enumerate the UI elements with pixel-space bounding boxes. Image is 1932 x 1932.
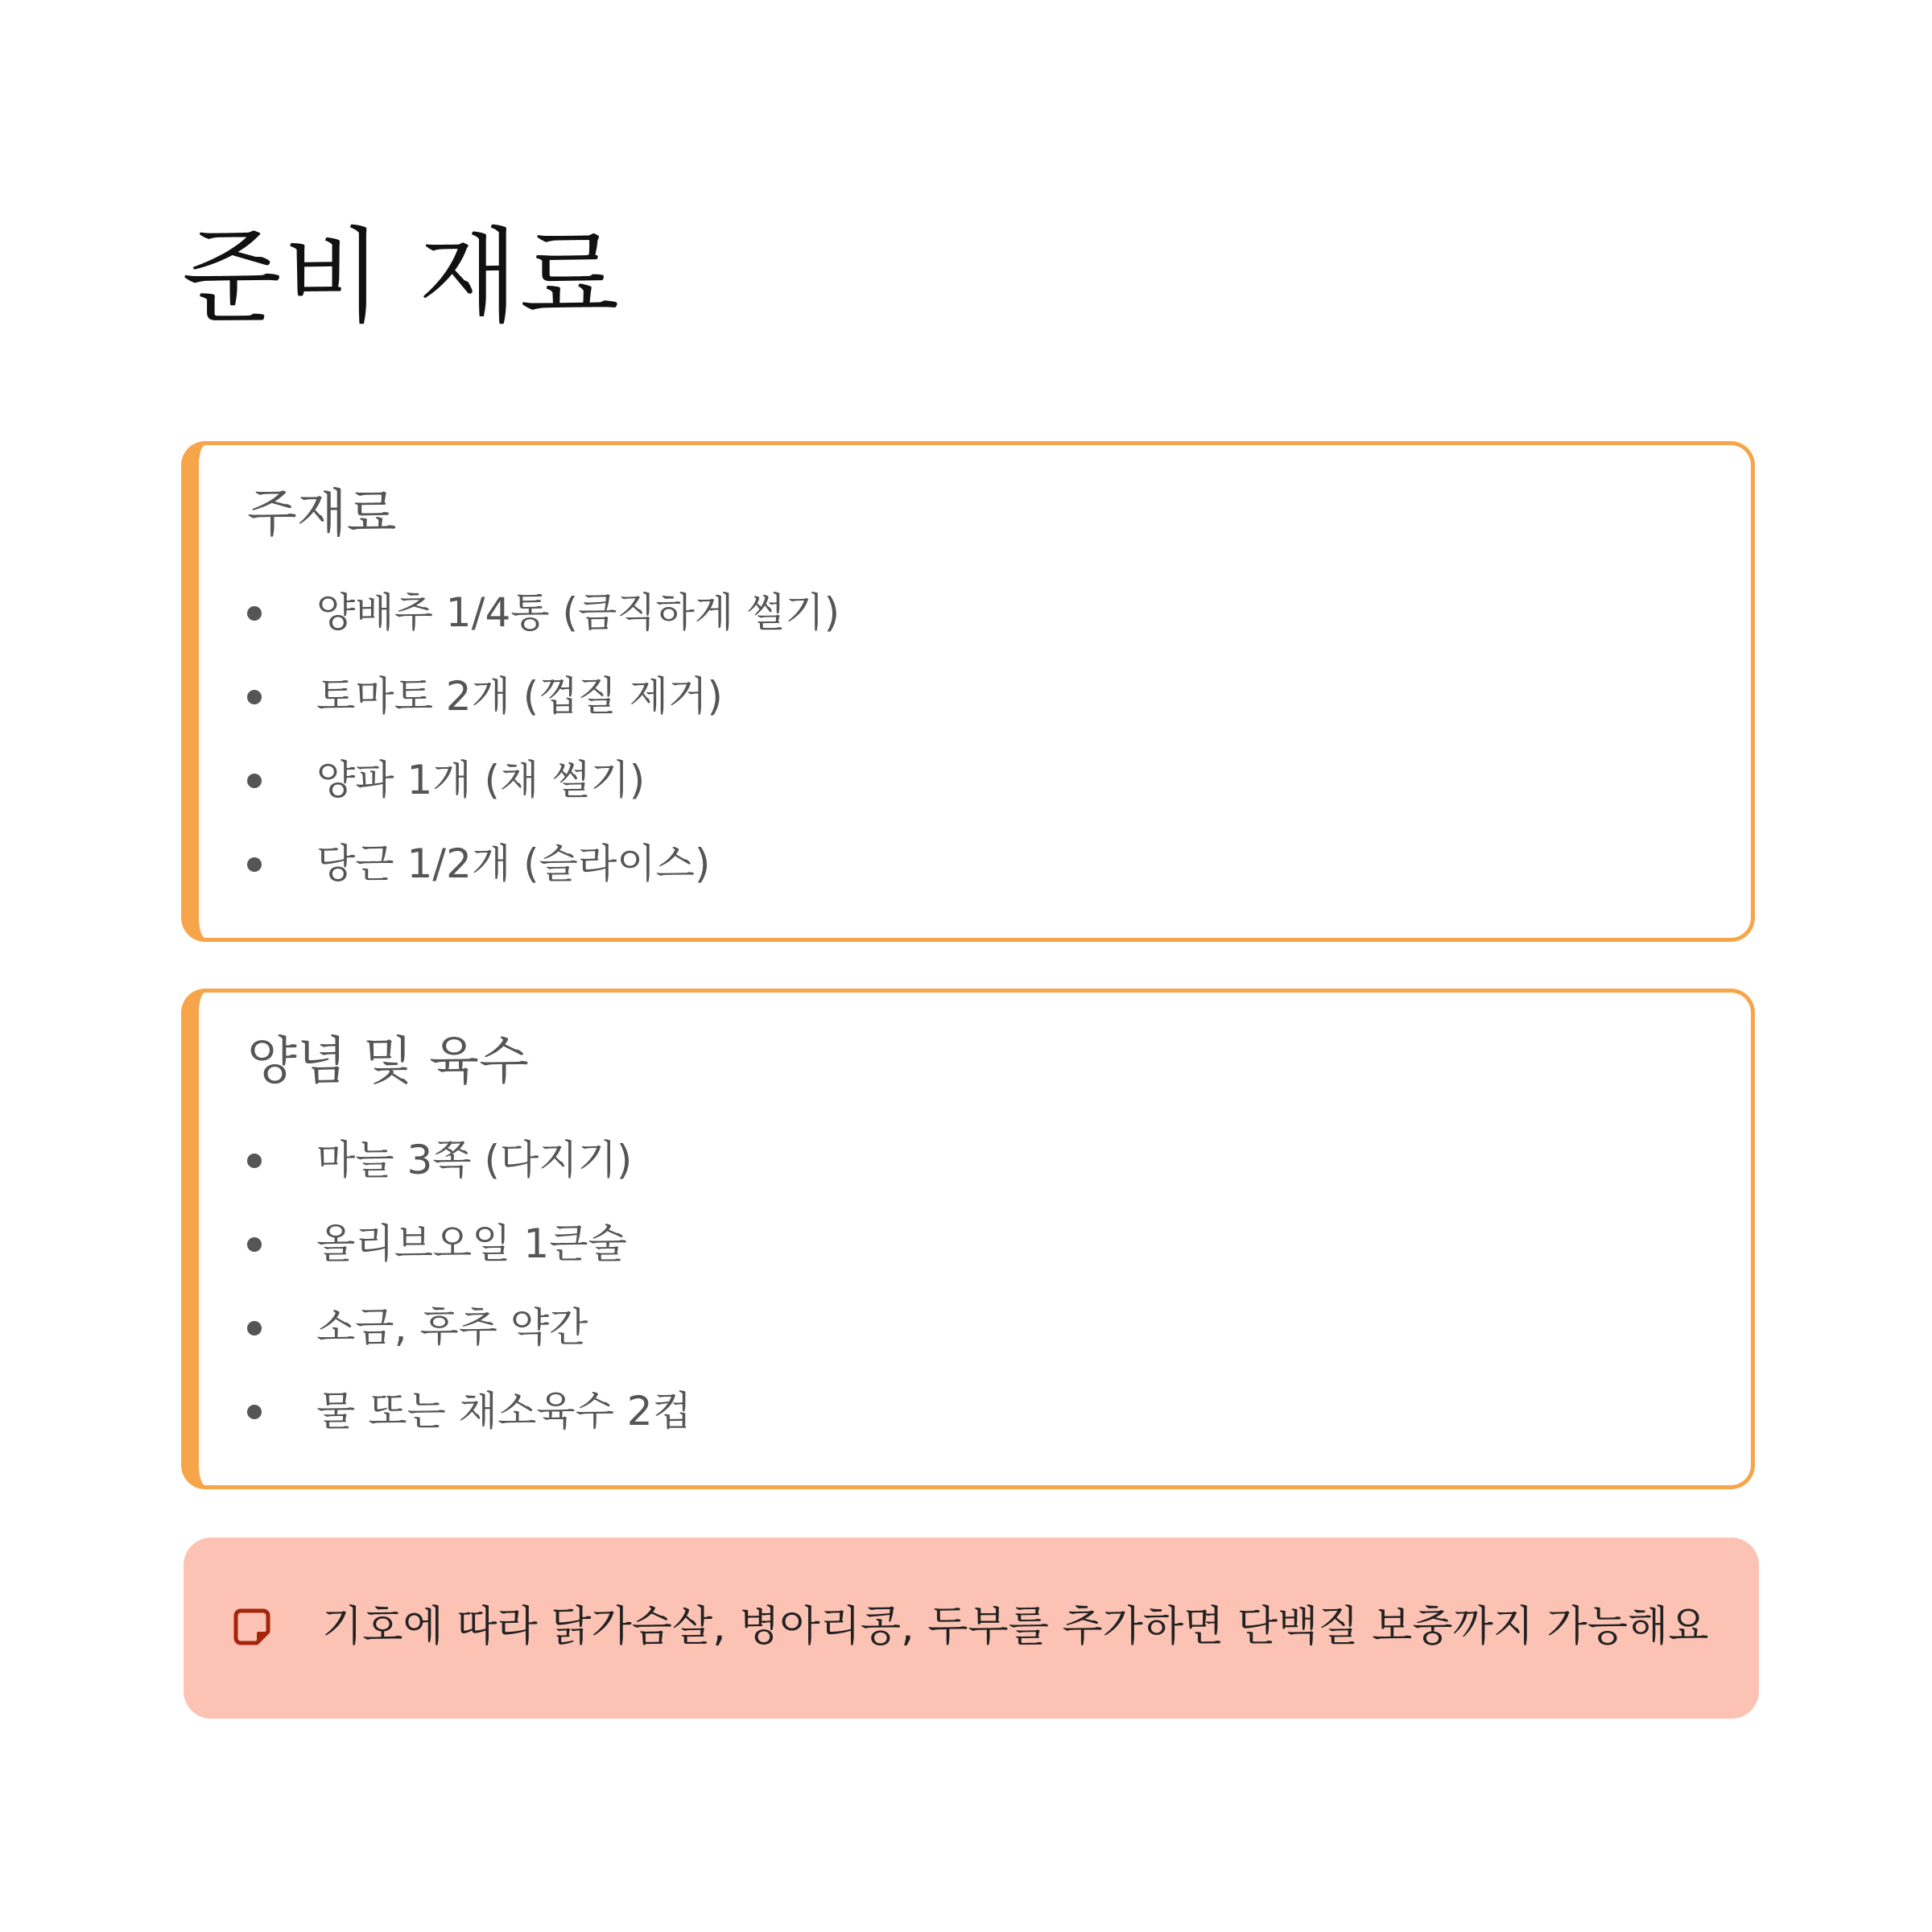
list-item (247, 1218, 691, 1302)
bullet-icon (247, 690, 262, 704)
main-ingredients-title: 주재료 (247, 485, 397, 544)
bullet-icon (247, 1405, 262, 1419)
list-item (247, 1134, 691, 1218)
list-item-text: 소금, 후추 약간 (316, 1304, 588, 1351)
seasoning-card (181, 989, 1755, 1489)
bullet-icon (247, 1154, 262, 1168)
bullet-icon (247, 774, 262, 788)
bullet-icon (247, 1237, 262, 1252)
list-item-text: 양배추 1/4통 (큼직하게 썰기) (316, 589, 840, 636)
list-item (247, 1302, 691, 1385)
seasoning-title: 양념 및 육수 (247, 1032, 529, 1092)
seasoning-list (247, 1134, 691, 1469)
page-title: 준비 재료 (182, 217, 621, 337)
list-item-text: 올리브오일 1큰술 (316, 1220, 627, 1267)
list-item (247, 1385, 691, 1469)
tip-callout (184, 1538, 1759, 1719)
list-item-text: 토마토 2개 (껍질 제거) (316, 673, 723, 720)
list-item-text: 당근 1/2개 (슬라이스) (316, 840, 711, 887)
list-item-text: 물 또는 채소육수 2컵 (316, 1388, 691, 1435)
list-item (247, 671, 840, 754)
list-item (247, 754, 840, 838)
main-ingredients-card (181, 441, 1755, 942)
list-item-text: 마늘 3쪽 (다지기) (316, 1137, 633, 1183)
bullet-icon (247, 857, 262, 872)
main-ingredients-list (247, 587, 840, 922)
bullet-icon (247, 606, 262, 621)
sticky-note-icon (233, 1608, 270, 1646)
tip-text: 기호에 따라 닭가슴살, 병아리콩, 두부를 추가하면 단백질 보충까지 가능해요 (322, 1603, 1709, 1651)
list-item-text: 양파 1개 (채 썰기) (316, 757, 646, 803)
list-item (247, 838, 840, 922)
bullet-icon (247, 1321, 262, 1335)
list-item (247, 587, 840, 671)
